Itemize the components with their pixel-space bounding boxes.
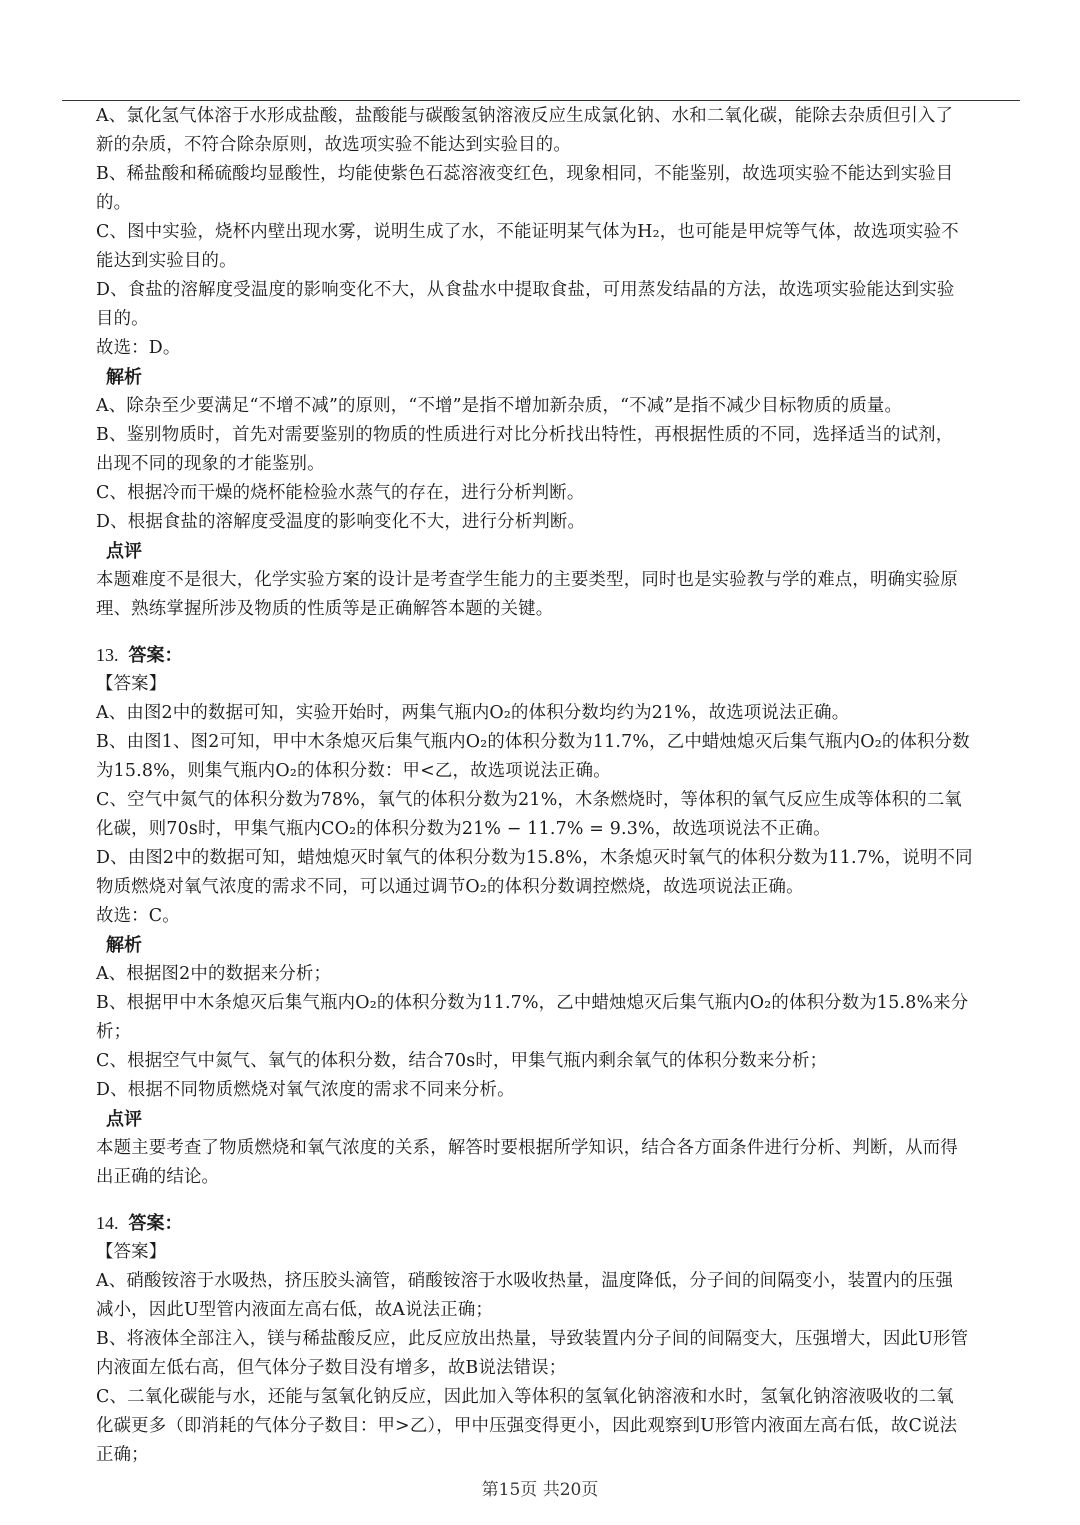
q12-analysis-line: B、鉴别物质时，首先对需要鉴别的物质的性质进行对比分析找出特性，再根据性质的不同，选择适当的试剂，	[96, 425, 954, 445]
q14-title: 答案：	[128, 1213, 183, 1234]
q14-answer-label: 【答案】	[96, 1242, 167, 1262]
q13-title: 答案：	[128, 645, 183, 666]
q12-comment-block	[96, 566, 1036, 624]
q12-analysis-line: A、除杂至少要满足“不增不减”的原则，“不增”是指不增加新杂质，“不减”是指不减少目标物质的质量。	[96, 396, 903, 416]
q13-answer-line: D、由图2中的数据可知，蜡烛熄灭时氧气的体积分数为15.8%，木条熄灭时氧气的体积分数为11.7%，说明不同	[96, 848, 973, 868]
q12-answer-line: B、稀盐酸和稀硫酸均显酸性，均能使紫色石蕊溶液变红色，现象相同，不能鉴别，故选项实验不能达到实验目	[96, 164, 954, 184]
q14-answer-line: C、二氧化碳能与水，还能与氢氧化钠反应，因此加入等体积的氢氧化钠溶液和水时，氢氧化钠溶液吸收的二氧	[96, 1387, 954, 1407]
q12-analysis-line: 出现不同的现象的才能鉴别。	[96, 454, 325, 474]
q14-number: 14.	[96, 1213, 119, 1233]
q13-answer-label: 【答案】	[96, 674, 167, 694]
q12-analysis-line: D、根据食盐的溶解度受温度的影响变化不大，进行分析判断。	[96, 512, 586, 532]
q13-analysis-line: 析；	[96, 1022, 132, 1042]
q13-analysis-line: C、根据空气中氮气、氧气的体积分数，结合70s时，甲集气瓶内剩余氧气的体积分数来分析；	[96, 1051, 828, 1071]
q14-answer-line: 正确；	[96, 1445, 149, 1465]
q12-comment-heading: 点评	[106, 541, 142, 562]
q13-analysis-line: B、根据甲中木条熄灭后集气瓶内O₂的体积分数为11.7%，乙中蜡烛熄灭后集气瓶内O₂的体积分数为15.8%来分	[96, 993, 969, 1013]
q12-analysis-block	[96, 392, 1036, 537]
q12-answer-line: 新的杂质，不符合除杂原则，故选项实验不能达到实验目的。	[96, 135, 571, 155]
q13-answer-line: 故选：C。	[96, 906, 180, 926]
q14-answer-line: 内液面左低右高，但气体分子数目没有增多，故B说法错误；	[96, 1358, 567, 1378]
q12-analysis-line: C、根据冷而干燥的烧杯能检验水蒸气的存在，进行分析判断。	[96, 483, 585, 503]
header-rule	[62, 100, 1020, 101]
q13-analysis-heading: 解析	[106, 935, 142, 956]
q13-answer-line: 为15.8%，则集气瓶内O₂的体积分数：甲<乙，故选项说法正确。	[96, 761, 611, 781]
q12-analysis-heading: 解析	[106, 367, 142, 388]
q12-comment-line: 理、熟练掌握所涉及物质的性质等是正确解答本题的关键。	[96, 599, 554, 619]
q12-answer-line: A、氯化氢气体溶于水形成盐酸，盐酸能与碳酸氢钠溶液反应生成氯化钠、水和二氧化碳，能除去杂质但引入了	[96, 106, 954, 126]
q13-analysis-line: D、根据不同物质燃烧对氧气浓度的需求不同来分析。	[96, 1080, 515, 1100]
q13-answer-line: C、空气中氮气的体积分数为78%，氧气的体积分数为21%，木条燃烧时，等体积的氧气反应生成等体积的二氧	[96, 790, 963, 810]
q13-comment-heading: 点评	[106, 1109, 142, 1130]
q12-answer-line: D、食盐的溶解度受温度的影响变化不大，从食盐水中提取食盐，可用蒸发结晶的方法，故选项实验能达到实验	[96, 280, 955, 300]
q13-comment-block	[96, 1134, 1036, 1192]
q13-analysis-block	[96, 960, 1036, 1105]
q12-answer-line: C、图中实验，烧杯内壁出现水雾，说明生成了水，不能证明某气体为H₂，也可能是甲烷等气体，故选项实验不	[96, 222, 959, 242]
q14-answer-line: 化碳更多（即消耗的气体分子数目：甲>乙），甲中压强变得更小，因此观察到U形管内液面左高右低，故C说法	[96, 1416, 958, 1436]
q12-answer-line: 能达到实验目的。	[96, 251, 237, 271]
q13-answer-line: A、由图2中的数据可知，实验开始时，两集气瓶内O₂的体积分数均约为21%，故选项说法正确。	[96, 703, 850, 723]
q14-answer-line: A、硝酸铵溶于水吸热，挤压胶头滴管，硝酸铵溶于水吸收热量，温度降低，分子间的间隔变小，装置内的压强	[96, 1271, 954, 1291]
q13-answer-line: B、由图1、图2可知，甲中木条熄灭后集气瓶内O₂的体积分数为11.7%，乙中蜡烛熄灭后集气瓶内O₂的体积分数	[96, 732, 970, 752]
q12-answer-line: 目的。	[96, 309, 149, 329]
q14-answer-line: 减小，因此U型管内液面左高右低，故A说法正确；	[96, 1300, 494, 1320]
q13-comment-line: 出正确的结论。	[96, 1167, 220, 1187]
q12-answer-line: 的。	[96, 193, 132, 213]
q13-answer-line: 化碳，则70s时，甲集气瓶内CO₂的体积分数为21% − 11.7% = 9.3%，故选项说法不正确。	[96, 819, 831, 839]
q14-heading	[96, 1209, 1036, 1238]
q13-analysis-line: A、根据图2中的数据来分析；	[96, 964, 332, 984]
q13-comment-line: 本题主要考查了物质燃烧和氧气浓度的关系，解答时要根据所学知识，结合各方面条件进行分析、判断，从而得	[96, 1138, 958, 1158]
q14-answer-line: B、将液体全部注入，镁与稀盐酸反应，此反应放出热量，导致装置内分子间的间隔变大，压强增大，因此U形管	[96, 1329, 969, 1349]
page-footer: 第15页 共20页	[481, 1480, 599, 1500]
q13-number: 13.	[96, 645, 119, 665]
q12-answer-block	[96, 102, 1036, 363]
q13-heading	[96, 641, 1036, 670]
page-content	[96, 102, 1036, 1470]
q12-answer-line: 故选：D。	[96, 338, 181, 358]
q14-answer-block	[96, 1267, 1036, 1470]
q13-answer-line: 物质燃烧对氧气浓度的需求不同，可以通过调节O₂的体积分数调控燃烧，故选项说法正确。	[96, 877, 804, 897]
q13-answer-block	[96, 699, 1036, 931]
q12-comment-line: 本题难度不是很大，化学实验方案的设计是考查学生能力的主要类型，同时也是实验教与学的难点，明确实验原	[96, 570, 958, 590]
